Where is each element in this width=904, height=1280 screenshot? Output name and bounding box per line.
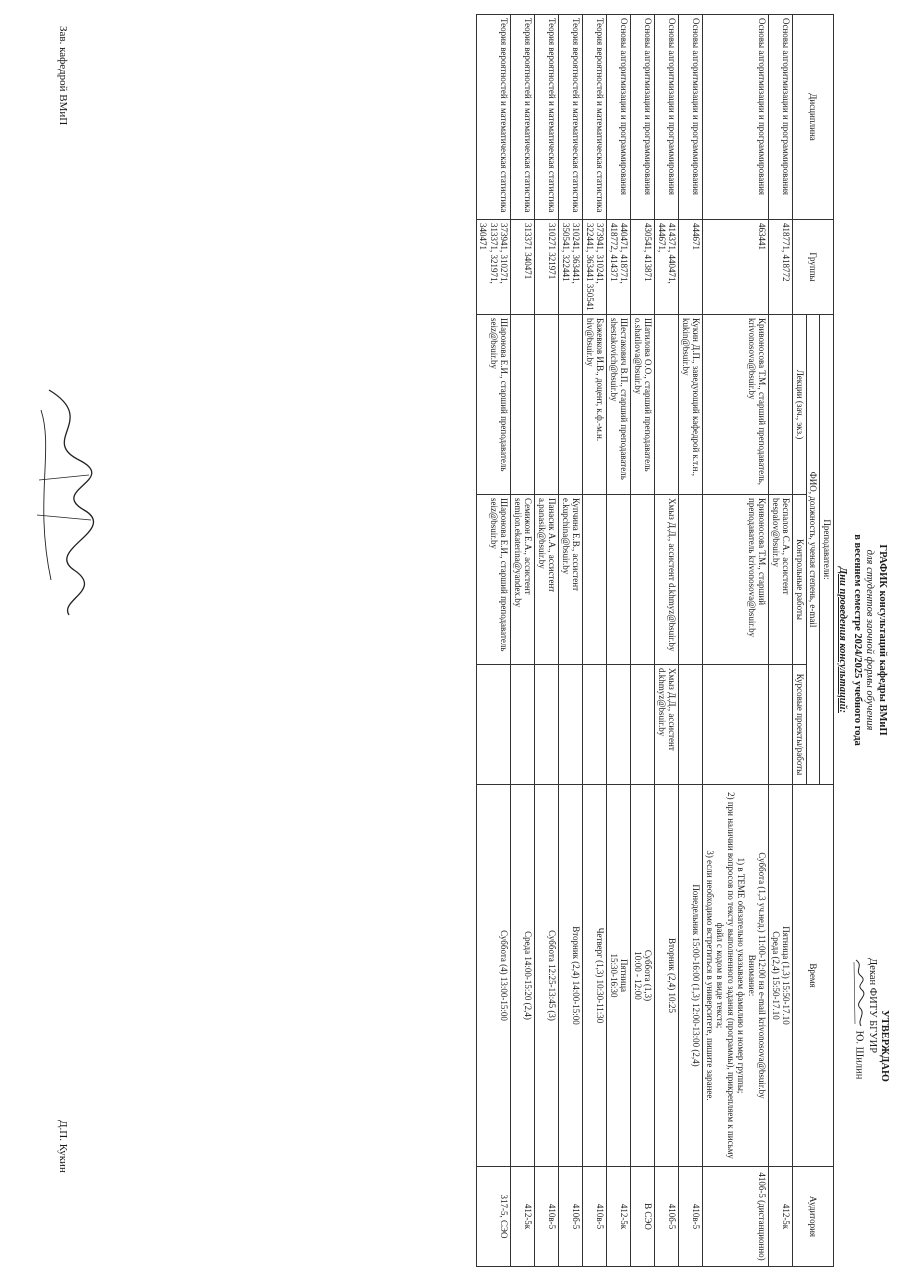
cell-room: 410в-5 (535, 1167, 559, 1267)
heading-sub1: для студентов заочной формы обучения (864, 549, 876, 731)
cell-time: Вторник (2,4) 10:25 (655, 785, 679, 1167)
cell-time: Суббота (1,3 уч.нед.) 11:00-12:00 на e-mail krivonosova@bsuir.by Внимание: 1) в ТЕМЕ обязательно указываем фамилию и номер группы; 2) при наличии вопросов по тексту выполненного задания (программы), прикрепляем к письму файл с кодом в виде текста; 3) если необходимо встретиться в университете, пишите заранее. (703, 785, 769, 1167)
cell-groups: 313371 340471 (511, 220, 535, 315)
cell-lectures: Шестакович В.П., старший преподаватель shestakovich@bsuir.by (607, 315, 631, 495)
cell-control: Шаронова Е.И., старший преподаватель seiz@bsuir.by (477, 495, 512, 665)
cell-coursework (607, 665, 631, 785)
cell-room: 410б-5 (559, 1167, 583, 1267)
cell-groups: 444671 (679, 220, 703, 315)
header-teachers: Преподаватели: (820, 315, 834, 785)
cell-coursework: Хмыз Д.Д., ассистент d.khmyz@bsuir.by (655, 665, 679, 785)
header-groups: Группы (793, 220, 834, 315)
heading-days: Дни проведения консультаций: (837, 567, 849, 713)
table-row (535, 15, 559, 1267)
cell-control: Панасик А.А., ассистент a.panasik@bsuir.by (535, 495, 559, 665)
approval-stamp (852, 958, 890, 1158)
footer-head-name: Д.П. Кукин (57, 1120, 69, 1173)
head-signature-icon (29, 380, 109, 620)
cell-discipline: Основы алгоритмизации и программирования (655, 15, 679, 220)
header-coursework: Курсовые проекты/работы (793, 665, 807, 785)
cell-groups: 440471, 418771, 418772, 414371 (607, 220, 631, 315)
cell-time: Пятница 15:30-16:30 (607, 785, 631, 1167)
cell-coursework (769, 665, 793, 785)
header-time: Время (793, 785, 834, 1167)
cell-groups: 310241, 363441, 350541, 322441 (559, 220, 583, 315)
header-teachers-sub: ФИО, должность, ученая степень, e-mail (807, 315, 821, 785)
table-row (631, 15, 655, 1267)
cell-control: Семижон Е.А., ассистент semijon.ekaterina@yandex.by (511, 495, 535, 665)
cell-control (631, 495, 655, 665)
cell-control: Хмыз Д.Д., ассистент d.khmyz@bsuir.by (655, 495, 679, 665)
cell-discipline: Теория вероятностей и математическая статистика (559, 15, 583, 220)
table-row (769, 15, 793, 1267)
cell-control: Кривоносова Т.М., старший преподаватель krivonosova@bsuir.by (703, 495, 769, 665)
cell-groups: 373941, 310241, 322441, 363441 350541 (583, 220, 607, 315)
table-row (703, 15, 769, 1267)
cell-groups: 310271 321971 (535, 220, 559, 315)
cell-control: Купчина Е.В., ассистент e.kupchina@bsuir.by (559, 495, 583, 665)
cell-discipline: Теория вероятностей и математическая статистика (583, 15, 607, 220)
cell-room: В СЭО (631, 1167, 655, 1267)
cell-room: 410б-5 (655, 1167, 679, 1267)
header-lectures: Лекции (зач., экз.) (793, 315, 807, 495)
cell-groups: 418771, 418772 (769, 220, 793, 315)
cell-coursework (583, 665, 607, 785)
cell-coursework (559, 665, 583, 785)
cell-room: 410б-5 (дистанционно) (703, 1167, 769, 1267)
cell-coursework (703, 665, 769, 785)
cell-room: 410в-5 (583, 1167, 607, 1267)
document-heading (836, 300, 888, 980)
cell-discipline: Теория вероятностей и математическая статистика (477, 15, 512, 220)
cell-room: 410в-5 (679, 1167, 703, 1267)
cell-discipline: Основы алгоритмизации и программирования (769, 15, 793, 220)
cell-coursework (535, 665, 559, 785)
cell-lectures: Шатилова О.О., старший преподаватель o.shatilova@bsuir.by (631, 315, 655, 495)
cell-lectures: Бажевков И.В., доцент, к.ф.-м.н. biv@bsuir.by (583, 315, 607, 495)
cell-control (607, 495, 631, 665)
cell-lectures (769, 315, 793, 495)
cell-discipline: Теория вероятностей и математическая статистика (511, 15, 535, 220)
approval-line1: Декан ФИТУ БГУИР (867, 958, 878, 1054)
table-header-row (820, 15, 834, 1267)
cell-lectures: Шаронова Е.И., старший преподаватель seiz@bsuir.by (477, 315, 512, 495)
table-row (679, 15, 703, 1267)
table-row (559, 15, 583, 1267)
header-control: Контрольные работы (793, 495, 807, 665)
approval-line2: Ю. Шилин (853, 1030, 865, 1080)
cell-lectures: Кукин Д.П., заведующий кафедрой к.т.н., kukin@bsuir.by (679, 315, 703, 495)
cell-lectures (655, 315, 679, 495)
cell-lectures: Кривоносова Т.М., старший преподаватель, krivonosova@bsuir.by (703, 315, 769, 495)
table-row (477, 15, 512, 1267)
cell-coursework (679, 665, 703, 785)
table-row (583, 15, 607, 1267)
cell-time: Пятница (1,3) 15:50-17.10 Среда (2,4) 15:50-17.10 (769, 785, 793, 1167)
cell-discipline: Основы алгоритмизации и программирования (631, 15, 655, 220)
header-room: Аудитория (793, 1167, 834, 1267)
cell-room: 317-5, СЭО (477, 1167, 512, 1267)
cell-time: Суббота (4) 13:00-15:00 (477, 785, 512, 1167)
cell-time: Понедельник 15:00-16:00 (1,3) 12:00-13:00 (2,4) (679, 785, 703, 1167)
cell-time: Суббота (1,3) 10:00 - 12:00 (631, 785, 655, 1167)
cell-groups: 373941, 310271, 313371, 321971, 340471 (477, 220, 512, 315)
header-discipline: Дисциплина (793, 15, 834, 220)
cell-control (679, 495, 703, 665)
cell-room: 412-5к (607, 1167, 631, 1267)
cell-coursework (631, 665, 655, 785)
cell-discipline: Теория вероятностей и математическая статистика (535, 15, 559, 220)
cell-lectures (559, 315, 583, 495)
cell-time: Суббота 12:25-13:45 (3) (535, 785, 559, 1167)
table-row (511, 15, 535, 1267)
cell-coursework (477, 665, 512, 785)
approval-title: УТВЕРЖДАЮ (879, 1010, 890, 1082)
cell-lectures (511, 315, 535, 495)
cell-coursework (511, 665, 535, 785)
cell-room: 412-5к (511, 1167, 535, 1267)
cell-groups: 414371, 440471, 444671, (655, 220, 679, 315)
cell-time: Четверг (1,3) 10:30-11:30 (583, 785, 607, 1167)
cell-discipline: Основы алгоритмизации и программирования (703, 15, 769, 220)
cell-time: Среда 14:00-15:20 (2,4) (511, 785, 535, 1167)
cell-control (583, 495, 607, 665)
heading-sub2: в весеннем семестре 2024/2025 учебного года (852, 534, 863, 746)
cell-time: Вторник (2,4) 14:00-15:00 (559, 785, 583, 1167)
cell-discipline: Основы алгоритмизации и программирования (679, 15, 703, 220)
table-row (607, 15, 631, 1267)
cell-lectures (535, 315, 559, 495)
cell-room: 412-5к (769, 1167, 793, 1267)
consultation-table (476, 14, 834, 1267)
footer-head-title: Зав. кафедрой ВМиП (57, 26, 69, 126)
heading-title: ГРАФИК консультаций кафедры ВМиП (877, 544, 888, 736)
cell-discipline: Основы алгоритмизации и программирования (607, 15, 631, 220)
table-row (655, 15, 679, 1267)
cell-groups: 430541, 413871 (631, 220, 655, 315)
cell-groups: 463441 (703, 220, 769, 315)
cell-control: Беспалов С.А., ассистент bespalov@bsuir.by (769, 495, 793, 665)
